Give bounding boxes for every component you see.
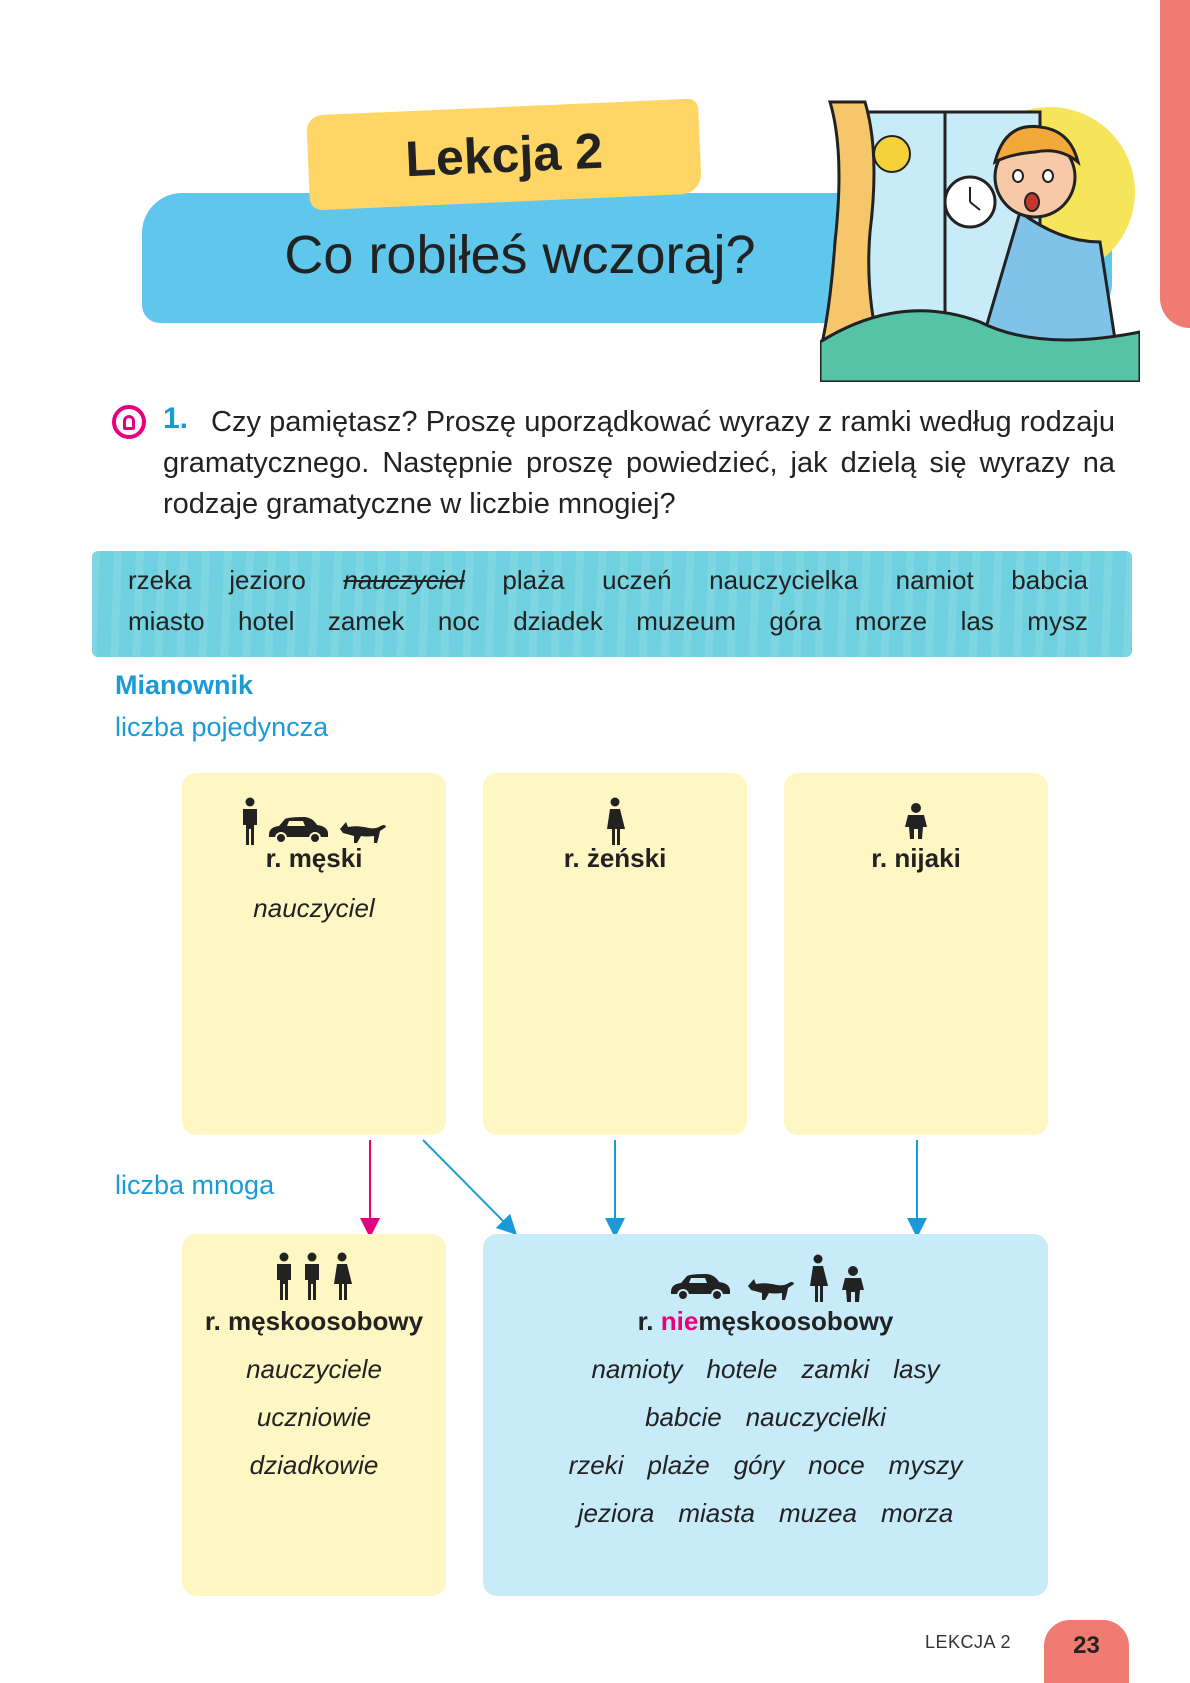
nonpersonal-word: jeziora xyxy=(577,1498,655,1528)
nonpersonal-word: plaże xyxy=(647,1450,710,1480)
word: zamek xyxy=(327,606,405,636)
nonpersonal-row-4 xyxy=(483,1498,1048,1529)
cat-icon xyxy=(745,1276,795,1302)
masculine-example: nauczyciel xyxy=(253,893,375,923)
nonpersonal-word: morza xyxy=(880,1498,954,1528)
word: mysz xyxy=(1027,606,1088,636)
personal-title: r. męskoosobowy xyxy=(204,1306,424,1336)
nonpersonal-icons xyxy=(483,1254,1048,1302)
nonpersonal-word: rzeki xyxy=(568,1450,624,1480)
word: rzeka xyxy=(128,565,192,595)
nonpersonal-row-3 xyxy=(483,1450,1048,1481)
nonpersonal-card xyxy=(483,1234,1048,1596)
neuter-title: r. nijaki xyxy=(871,843,961,873)
word: namiot xyxy=(895,565,974,595)
feminine-title: r. żeński xyxy=(563,843,667,873)
word: nauczycielka xyxy=(709,565,859,595)
personal-icons xyxy=(182,1252,446,1300)
nonpersonal-title xyxy=(483,1306,1048,1337)
page-number: 23 xyxy=(1044,1620,1129,1683)
word-struck: nauczyciel xyxy=(343,565,465,595)
nonpersonal-word: góry xyxy=(733,1450,785,1480)
man-icon xyxy=(303,1252,321,1300)
nonpersonal-word: miasta xyxy=(678,1498,755,1528)
arrow-masculine-to-nonpersonal xyxy=(423,1140,510,1228)
word: miasto xyxy=(128,606,205,636)
word: muzeum xyxy=(636,606,736,636)
nonpersonal-title-prefix: r. xyxy=(637,1306,661,1336)
woman-icon xyxy=(331,1252,353,1300)
exercise-number: 1. xyxy=(163,402,189,435)
personal-word: nauczyciele xyxy=(246,1354,382,1384)
nonpersonal-row-2 xyxy=(483,1402,1048,1433)
case-label: Mianownik xyxy=(115,670,254,700)
footer-section-label: LEKCJA 2 xyxy=(925,1632,1012,1652)
plural-label: liczba mnoga xyxy=(115,1170,275,1200)
nonpersonal-row-1 xyxy=(483,1354,1048,1385)
word: plaża xyxy=(502,565,565,595)
word: hotel xyxy=(238,606,295,636)
nonpersonal-word: namioty xyxy=(591,1354,683,1384)
man-icon xyxy=(275,1252,293,1300)
nonpersonal-title-suffix: męskoosobowy xyxy=(698,1306,894,1336)
nonpersonal-word: lasy xyxy=(893,1354,940,1384)
woman-icon xyxy=(807,1254,829,1302)
nonpersonal-word: muzea xyxy=(778,1498,857,1528)
singular-label: liczba pojedyncza xyxy=(115,712,329,742)
child-icon xyxy=(841,1266,865,1302)
car-icon xyxy=(667,1272,733,1302)
personal-word: dziadkowie xyxy=(249,1450,379,1480)
word: las xyxy=(960,606,994,636)
word: uczeń xyxy=(602,565,672,595)
page-title: Co robiłeś wczoraj? xyxy=(284,225,756,285)
nonpersonal-title-highlight: nie xyxy=(660,1306,699,1336)
nonpersonal-word: hotele xyxy=(706,1354,778,1384)
nonpersonal-word: nauczycielki xyxy=(745,1402,886,1432)
nonpersonal-word: babcie xyxy=(645,1402,722,1432)
masculine-title: r. męski xyxy=(265,843,363,873)
exercise-instruction: Czy pamiętasz? Proszę uporządkować wyrazy z ramki według rodzaju gramatycznego. Następnie proszę powiedzieć, jak dzielą się wyrazy na rodzaje gramatyczne w liczbie mnogiej? xyxy=(163,406,1115,520)
nonpersonal-word: noce xyxy=(808,1450,865,1480)
personal-card xyxy=(182,1234,446,1596)
word: dziadek xyxy=(513,606,603,636)
word: babcia xyxy=(1011,565,1088,595)
nonpersonal-word: zamki xyxy=(801,1354,870,1384)
word: morze xyxy=(854,606,928,636)
nonpersonal-word: myszy xyxy=(888,1450,963,1480)
word: jezioro xyxy=(229,565,306,595)
word: noc xyxy=(437,606,480,636)
personal-word: uczniowie xyxy=(256,1402,372,1432)
word: góra xyxy=(769,606,822,636)
lesson-tag-label: Lekcja 2 xyxy=(404,122,604,187)
